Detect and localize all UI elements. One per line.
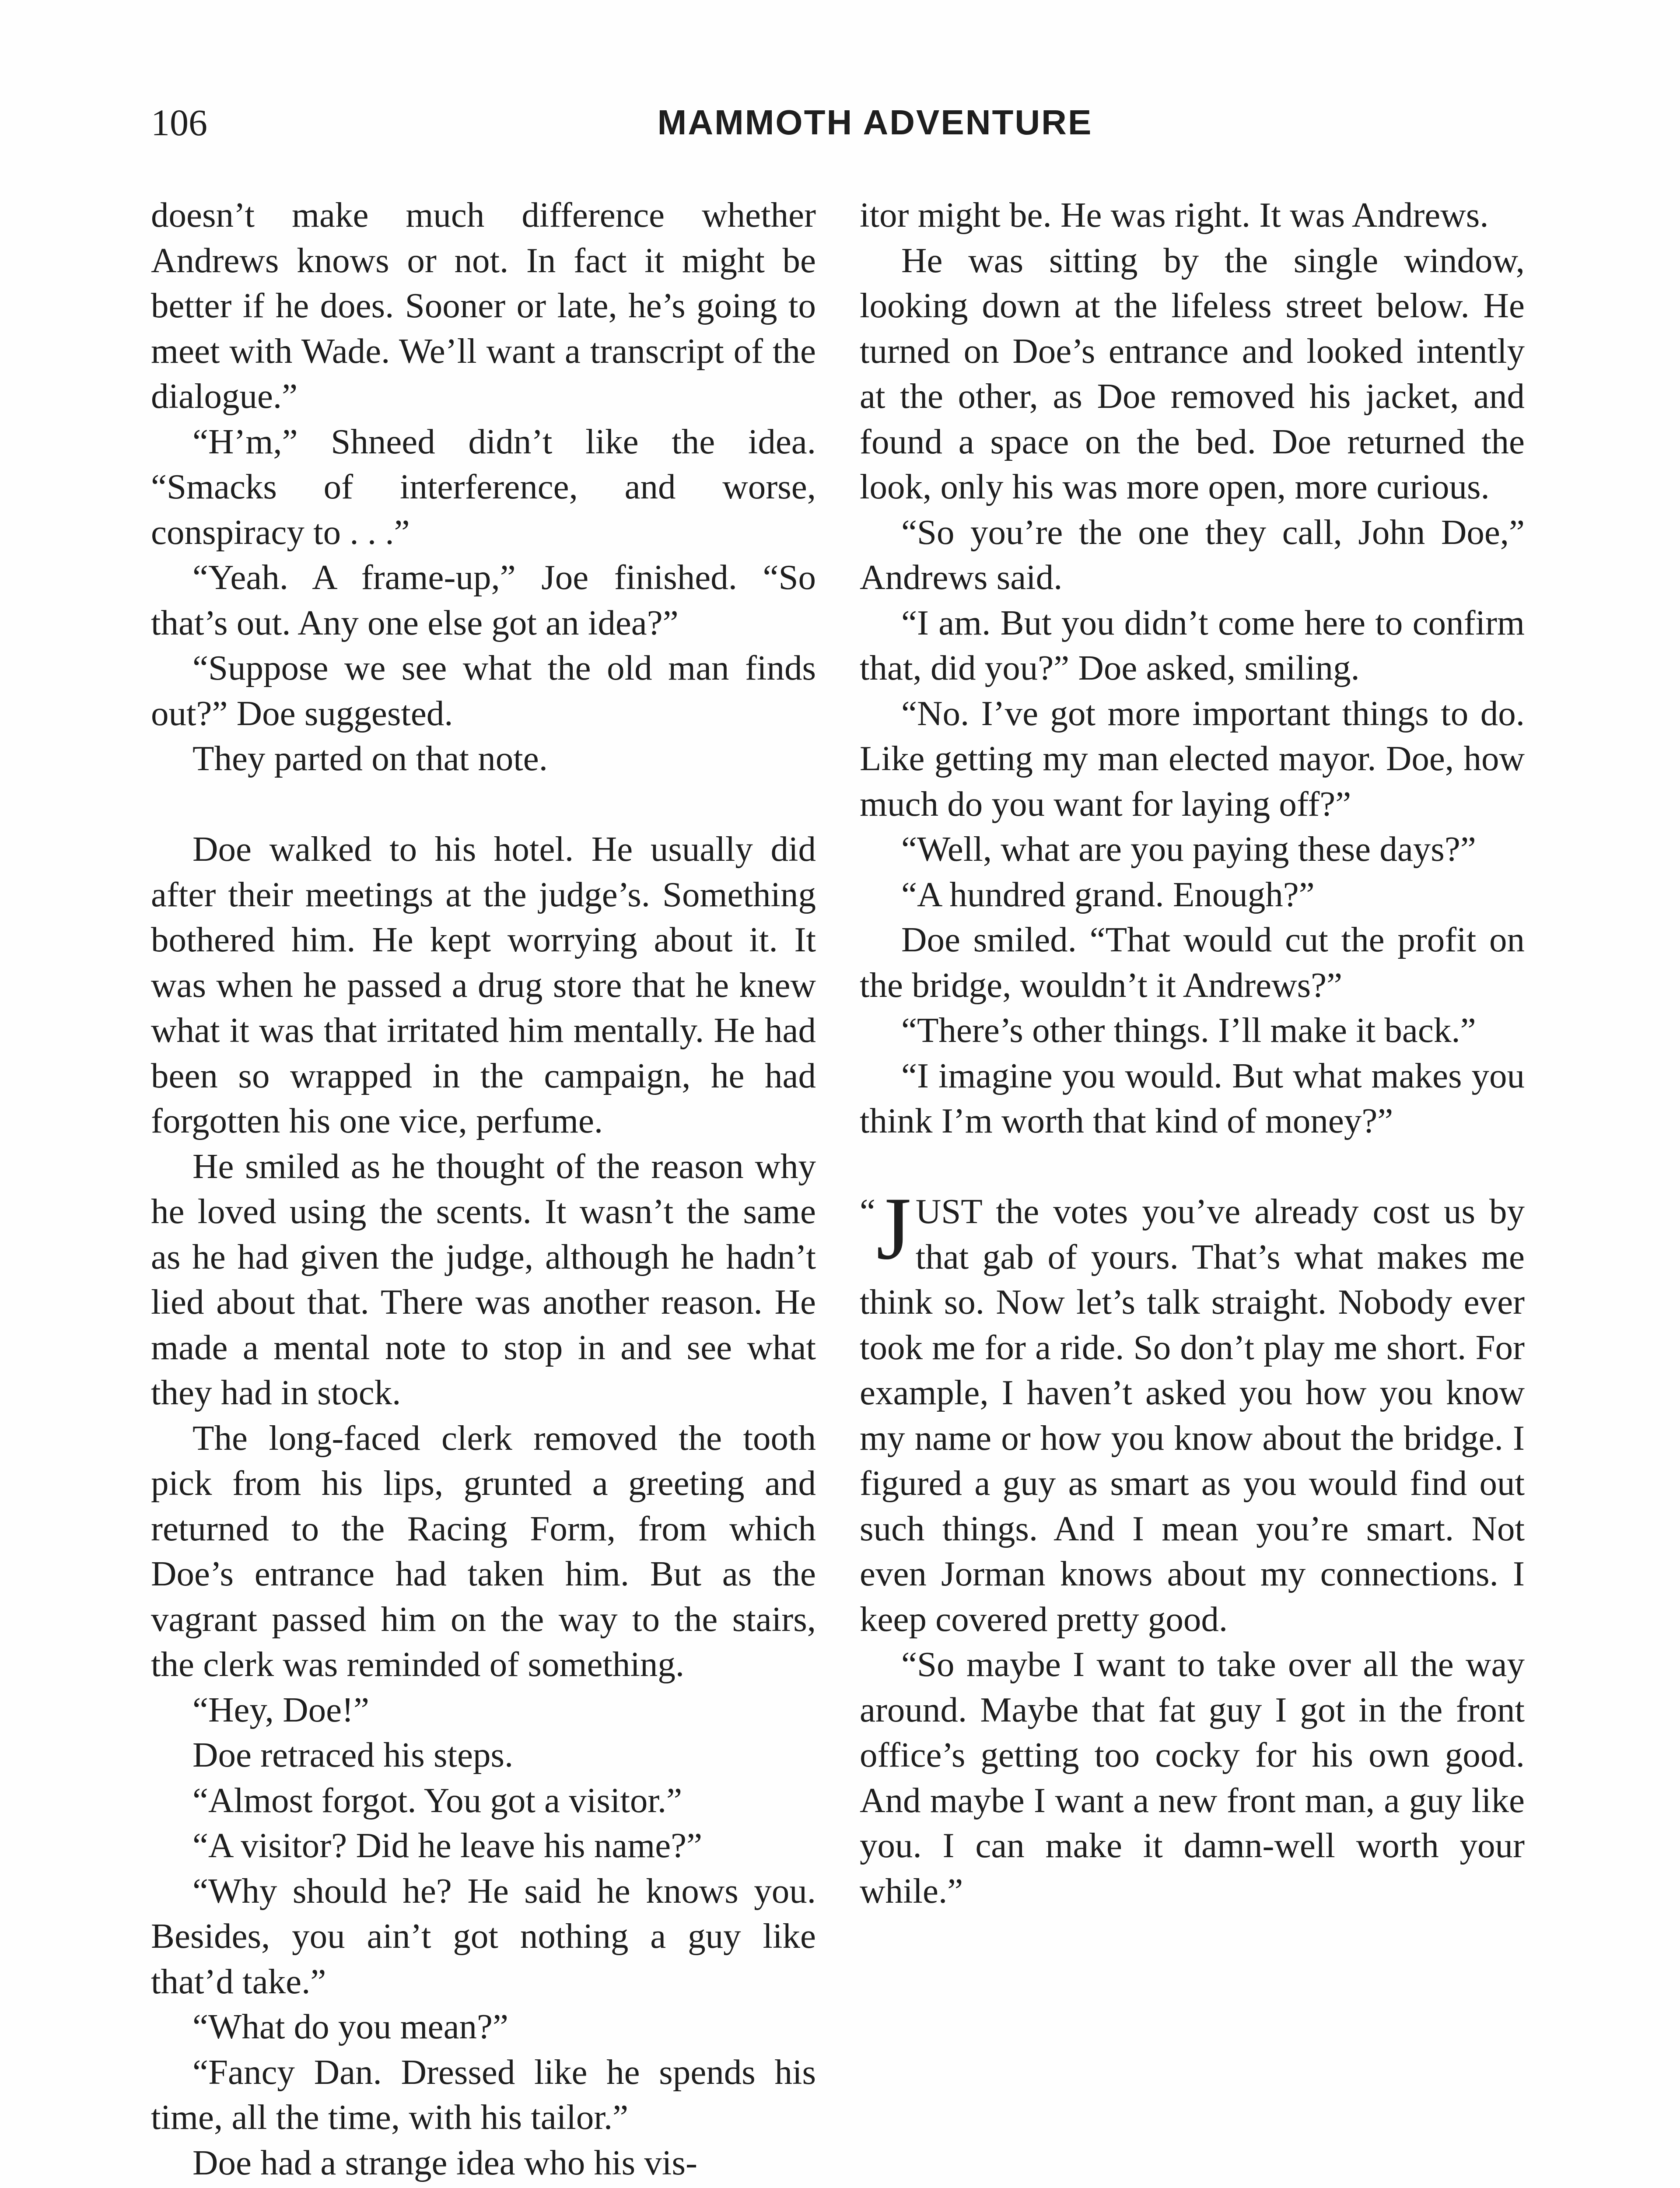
running-head: MAMMOTH ADVENTURE [657, 103, 1093, 142]
paragraph: Doe smiled. “That would cut the profit on the bridge, wouldn’t it Andrews?” [860, 920, 1525, 1005]
paragraph: “Why should he? He said he knows you. Besides, you ain’t got nothing a guy like that’d take.” [151, 1871, 816, 2001]
paragraph: “A visitor? Did he leave his name?” [192, 1826, 703, 1865]
right-column [860, 193, 1525, 1914]
paragraph: “I am. But you didn’t come here to confirm that, did you?” Doe asked, smiling. [860, 603, 1525, 687]
paragraph: He was sitting by the single window, looking down at the lifeless street below. He turned on Doe’s entrance and looked intently at the other, as Doe removed his jacket, and found a space on the bed. Doe returned the look, only his was more open, more curious. [860, 240, 1525, 506]
page-number: 106 [151, 102, 207, 144]
paragraph: “Well, what are you paying these days?” [901, 829, 1476, 869]
paragraph: “Almost forgot. You got a visitor.” [192, 1780, 682, 1820]
paragraph: Doe had a strange idea who his vis- [192, 2142, 697, 2182]
paragraph: “H’m,” Shneed didn’t like the idea. “Smacks of interference, and worse, conspiracy to . . .” [151, 421, 816, 552]
paragraph: “There’s other things. I’ll make it back.” [901, 1010, 1476, 1050]
dropcap-paragraph [860, 1179, 1525, 1642]
dropcap-letter: J [876, 1179, 911, 1278]
paragraph: doesn’t make much difference whether Andrews knows or not. In fact it might be better if he does. Sooner or late, he’s going to meet with Wade. We’ll want a transcript of the dialogue.” [151, 195, 816, 416]
paragraph: “Hey, Doe!” [192, 1690, 370, 1729]
page-header [151, 98, 1522, 147]
section-break [860, 1144, 1525, 1189]
paragraph: itor might be. He was right. It was Andrews. [860, 195, 1489, 235]
paragraph: “So you’re the one they call, John Doe,” Andrews said. [860, 512, 1525, 597]
paragraph: “No. I’ve got more important things to do. Like getting my man elected mayor. Doe, how much do you want for laying off?” [860, 693, 1525, 824]
paragraph: “So maybe I want to take over all the way around. Maybe that fat guy I got in the front office’s getting too cocky for his own good. And maybe I want a new front man, a guy like you. I can make it damn-well worth your while.” [860, 1645, 1525, 1911]
paragraph: Doe retraced his steps. [192, 1735, 514, 1774]
paragraph: They parted on that note. [192, 739, 548, 778]
paragraph: He smiled as he thought of the reason why he loved using the scents. It wasn’t the same as he had given the judge, although he hadn’t lied about that. There was another reason. He made a mental note to stop in and see what they had in stock. [151, 1146, 816, 1412]
paragraph: “I imagine you would. But what makes you think I’m worth that kind of money?” [860, 1055, 1525, 1140]
paragraph: “A hundred grand. Enough?” [901, 874, 1315, 914]
dropcap-quote: “ [860, 1192, 875, 1231]
dropcap-paragraph-text: UST the votes you’ve already cost us by that gab of yours. That’s what makes me think so. Now let’s talk straight. Nobody ever took me for a ride. So don’t play me short. For example, I haven’t asked you how you know my name or how you know about the bridge. I figured a guy as smart as you would find out such things. And I mean you’re smart. Not even Jorman knows about my connections. I keep covered pretty good. [860, 1192, 1525, 1639]
paragraph: “Yeah. A frame-up,” Joe finished. “So that’s out. Any one else got an idea?” [151, 558, 816, 642]
paragraph: “What do you mean?” [192, 2007, 508, 2046]
paragraph: “Suppose we see what the old man finds out?” Doe suggested. [151, 648, 816, 733]
paragraph: Doe walked to his hotel. He usually did after their meetings at the judge’s. Something bothered him. He kept worrying about it. It was when he passed a drug store that he knew what it was that irritated him mentally. He had been so wrapped in the campaign, he had forgotten his one vice, perfume. [151, 829, 816, 1140]
paragraph: The long-faced clerk removed the tooth pick from his lips, grunted a greeting and returned to the Racing Form, from which Doe’s entrance had taken him. But as the vagrant passed him on the way to the stairs, the clerk was reminded of something. [151, 1418, 816, 1684]
left-column [151, 193, 816, 2185]
paragraph: “Fancy Dan. Dressed like he spends his time, all the time, with his tailor.” [151, 2052, 816, 2137]
section-break [151, 782, 816, 827]
